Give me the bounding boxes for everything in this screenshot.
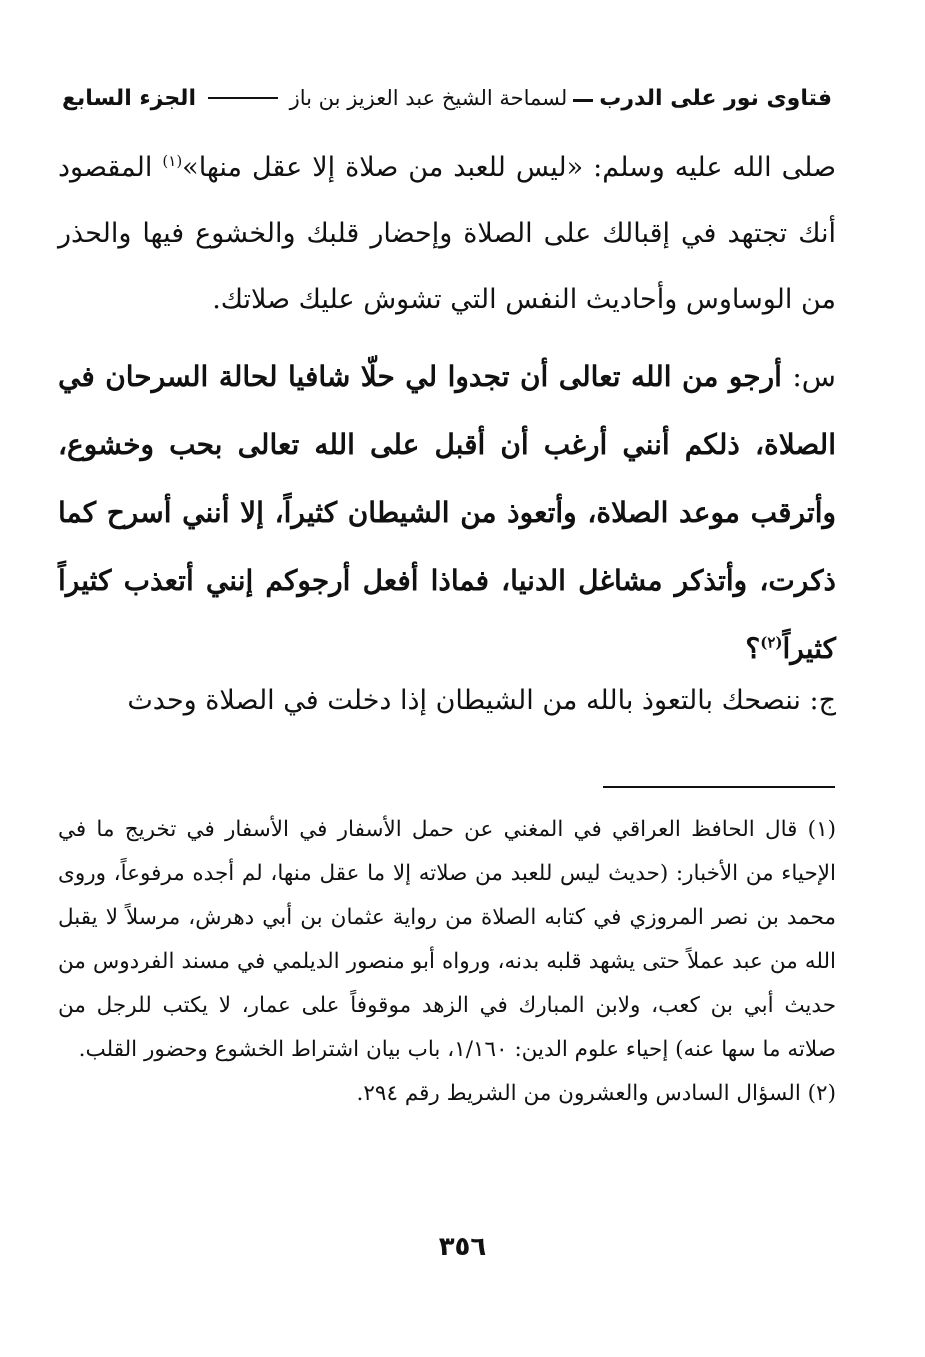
question-text: أرجو من الله تعالى أن تجدوا لي حلّا شافيا لحالة السرحان في الصلاة، ذلكم أنني أرغب أن أقبل على الله تعالى بحب وخشوع، وأترقب موعد الصلاة، وأتعوذ من الشيطان كثيراً، إلا أنني أسرح كما ذكرت، وأتذكر مشاغل الدنيا، فماذا أفعل أرجوكم إنني أتعذب كثيراً كثيراً bbox=[58, 360, 836, 665]
footnote-ref-1: (١) bbox=[162, 152, 183, 170]
footnote-separator bbox=[603, 786, 835, 788]
volume-part: الجزء السابع bbox=[62, 85, 196, 111]
body-text-start: صلى الله عليه وسلم: «ليس للعبد من صلاة إلا عقل منها» bbox=[182, 152, 836, 183]
footnotes bbox=[58, 808, 836, 1116]
header-left-group bbox=[290, 86, 832, 111]
author-name: لسماحة الشيخ عبد العزيز بن باز bbox=[289, 85, 568, 110]
body-text-continued: المقصود أنك تجتهد في إقبالك على الصلاة وإحضار قلبك والخشوع فيها والحذر من الوساوس وأحاديث النفس التي تشوش عليك صلاتك. bbox=[58, 152, 836, 315]
question-label: س: bbox=[792, 360, 836, 393]
header-dash bbox=[573, 99, 593, 102]
body-paragraph bbox=[58, 135, 836, 333]
footnote-2 bbox=[58, 1072, 836, 1116]
question-end: ؟ bbox=[745, 632, 761, 665]
footnote-1 bbox=[58, 808, 836, 1072]
footnote-number: (٢) bbox=[807, 1081, 836, 1106]
book-title: فتاوى نور على الدرب bbox=[599, 85, 832, 111]
answer-text: ننصحك بالتعوذ بالله من الشيطان إذا دخلت في الصلاة وحدث bbox=[127, 685, 810, 716]
header-rule bbox=[208, 97, 278, 99]
answer-block bbox=[58, 668, 836, 734]
footnote-text: قال الحافظ العراقي في المغني عن حمل الأسفار في الأسفار في تخريج ما في الإحياء من الأخبار: (حديث ليس للعبد من صلاته إلا ما عقل منها، لم أجده مرفوعاً، وروى محمد بن نصر المروزي في كتابه الصلاة من رواية عثمان بن أبي دهرش، مرسلاً لا يقبل الله من عبد عملاً حتى يشهد قلبه بدنه، ورواه أبو منصور الديلمي في مسند الفردوس من حديث أبي بن كعب، ولابن المبارك في الزهد موقوفاً على عمار، لا يكتب للرجل من صلاته ما سها عنه) إحياء علوم الدين: ١/١٦٠، باب بيان اشتراط الخشوع وحضور القلب. bbox=[58, 817, 836, 1062]
page-number: ٣٥٦ bbox=[438, 1232, 487, 1262]
footnote-text: السؤال السادس والعشرون من الشريط رقم ٢٩٤. bbox=[356, 1081, 801, 1106]
question-block bbox=[58, 343, 836, 683]
footnote-number: (١) bbox=[807, 817, 837, 842]
running-header bbox=[62, 78, 832, 118]
answer-label: ج: bbox=[809, 685, 836, 716]
footnote-ref-2: (٢) bbox=[760, 633, 783, 652]
